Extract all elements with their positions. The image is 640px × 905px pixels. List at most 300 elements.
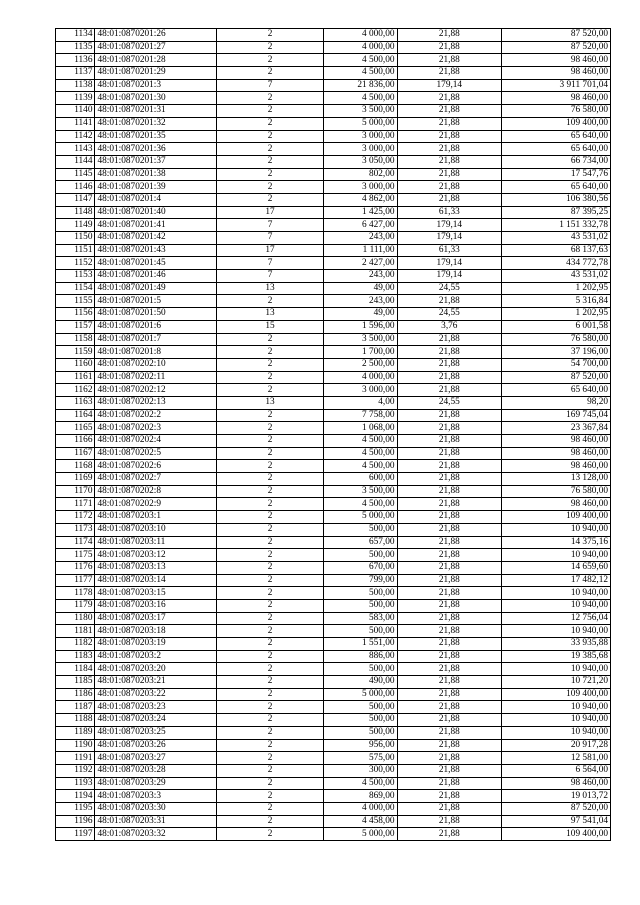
area-cell: 886,00 (323, 650, 397, 663)
rate-cell: 21,88 (397, 117, 502, 130)
category-cell: 2 (217, 435, 324, 448)
amount-cell: 10 940,00 (502, 587, 611, 600)
category-cell: 2 (217, 358, 324, 371)
rate-cell: 21,88 (397, 346, 502, 359)
table-row (56, 244, 611, 257)
rate-cell: 21,88 (397, 371, 502, 384)
amount-cell: 434 772,78 (502, 257, 611, 270)
table-row (56, 460, 611, 473)
cadastral-number-cell: 48:01:0870201:35 (95, 130, 217, 143)
row-number-cell: 1139 (56, 92, 95, 105)
category-cell: 2 (217, 384, 324, 397)
cadastral-number-cell: 48:01:0870202:10 (95, 358, 217, 371)
row-number-cell: 1169 (56, 473, 95, 486)
rate-cell: 21,88 (397, 422, 502, 435)
table-row (56, 333, 611, 346)
category-cell: 2 (217, 574, 324, 587)
row-number-cell: 1170 (56, 485, 95, 498)
category-cell: 2 (217, 485, 324, 498)
area-cell: 1 111,00 (323, 244, 397, 257)
category-cell: 2 (217, 511, 324, 524)
table-row (56, 92, 611, 105)
amount-cell: 65 640,00 (502, 143, 611, 156)
table-row (56, 117, 611, 130)
category-cell: 2 (217, 117, 324, 130)
table-row (56, 29, 611, 42)
table-row (56, 688, 611, 701)
table-row (56, 764, 611, 777)
row-number-cell: 1154 (56, 282, 95, 295)
cadastral-number-cell: 48:01:0870203:23 (95, 701, 217, 714)
cadastral-number-cell: 48:01:0870201:40 (95, 206, 217, 219)
rate-cell: 21,88 (397, 105, 502, 118)
table-row (56, 536, 611, 549)
area-cell: 4 000,00 (323, 41, 397, 54)
area-cell: 500,00 (323, 549, 397, 562)
cadastral-number-cell: 48:01:0870202:12 (95, 384, 217, 397)
area-cell: 243,00 (323, 232, 397, 245)
rate-cell: 21,88 (397, 41, 502, 54)
category-cell: 2 (217, 650, 324, 663)
rate-cell: 21,88 (397, 764, 502, 777)
area-cell: 500,00 (323, 714, 397, 727)
cadastral-number-cell: 48:01:0870203:21 (95, 676, 217, 689)
category-cell: 2 (217, 561, 324, 574)
area-cell: 6 427,00 (323, 219, 397, 232)
amount-cell: 33 935,88 (502, 638, 611, 651)
table-row (56, 790, 611, 803)
cadastral-number-cell: 48:01:0870201:8 (95, 346, 217, 359)
cadastral-number-cell: 48:01:0870202:9 (95, 498, 217, 511)
area-cell: 1 551,00 (323, 638, 397, 651)
area-cell: 583,00 (323, 612, 397, 625)
area-cell: 1 425,00 (323, 206, 397, 219)
amount-cell: 54 700,00 (502, 358, 611, 371)
row-number-cell: 1178 (56, 587, 95, 600)
table-row (56, 41, 611, 54)
cadastral-number-cell: 48:01:0870203:14 (95, 574, 217, 587)
cadastral-number-cell: 48:01:0870203:11 (95, 536, 217, 549)
rate-cell: 21,88 (397, 384, 502, 397)
row-number-cell: 1155 (56, 295, 95, 308)
category-cell: 7 (217, 270, 324, 283)
amount-cell: 109 400,00 (502, 511, 611, 524)
table-row (56, 396, 611, 409)
area-cell: 490,00 (323, 676, 397, 689)
category-cell: 2 (217, 67, 324, 80)
category-cell: 2 (217, 523, 324, 536)
area-cell: 5 000,00 (323, 688, 397, 701)
cadastral-number-cell: 48:01:0870201:32 (95, 117, 217, 130)
category-cell: 2 (217, 714, 324, 727)
rate-cell: 21,88 (397, 447, 502, 460)
cadastral-number-cell: 48:01:0870201:28 (95, 54, 217, 67)
amount-cell: 109 400,00 (502, 828, 611, 841)
row-number-cell: 1141 (56, 117, 95, 130)
amount-cell: 10 940,00 (502, 701, 611, 714)
rate-cell: 21,88 (397, 739, 502, 752)
rate-cell: 21,88 (397, 714, 502, 727)
category-cell: 13 (217, 308, 324, 321)
rate-cell: 21,88 (397, 155, 502, 168)
table-row (56, 714, 611, 727)
table-row (56, 130, 611, 143)
area-cell: 1 596,00 (323, 320, 397, 333)
category-cell: 2 (217, 295, 324, 308)
amount-cell: 87 520,00 (502, 371, 611, 384)
area-cell: 5 000,00 (323, 828, 397, 841)
category-cell: 2 (217, 41, 324, 54)
category-cell: 2 (217, 333, 324, 346)
rate-cell: 21,88 (397, 663, 502, 676)
rate-cell: 21,88 (397, 752, 502, 765)
category-cell: 2 (217, 726, 324, 739)
rate-cell: 21,88 (397, 802, 502, 815)
row-number-cell: 1188 (56, 714, 95, 727)
rate-cell: 21,88 (397, 549, 502, 562)
area-cell: 4 000,00 (323, 371, 397, 384)
table-row (56, 676, 611, 689)
amount-cell: 17 547,76 (502, 168, 611, 181)
area-cell: 49,00 (323, 308, 397, 321)
row-number-cell: 1158 (56, 333, 95, 346)
amount-cell: 10 721,20 (502, 676, 611, 689)
area-cell: 4 500,00 (323, 498, 397, 511)
category-cell: 7 (217, 79, 324, 92)
cadastral-number-cell: 48:01:0870203:1 (95, 511, 217, 524)
cadastral-number-cell: 48:01:0870203:30 (95, 802, 217, 815)
area-cell: 243,00 (323, 270, 397, 283)
category-cell: 2 (217, 625, 324, 638)
area-cell: 5 000,00 (323, 511, 397, 524)
amount-cell: 43 531,02 (502, 270, 611, 283)
rate-cell: 21,88 (397, 358, 502, 371)
category-cell: 2 (217, 447, 324, 460)
cadastral-number-cell: 48:01:0870202:8 (95, 485, 217, 498)
table-row (56, 485, 611, 498)
category-cell: 2 (217, 777, 324, 790)
row-number-cell: 1160 (56, 358, 95, 371)
cadastral-number-cell: 48:01:0870203:24 (95, 714, 217, 727)
row-number-cell: 1150 (56, 232, 95, 245)
area-cell: 4 458,00 (323, 815, 397, 828)
row-number-cell: 1195 (56, 802, 95, 815)
table-row (56, 105, 611, 118)
area-cell: 7 758,00 (323, 409, 397, 422)
rate-cell: 21,88 (397, 130, 502, 143)
table-row (56, 802, 611, 815)
amount-cell: 98 460,00 (502, 54, 611, 67)
amount-cell: 19 385,68 (502, 650, 611, 663)
cadastral-number-cell: 48:01:0870203:32 (95, 828, 217, 841)
table-row (56, 143, 611, 156)
area-cell: 4 862,00 (323, 193, 397, 206)
row-number-cell: 1182 (56, 638, 95, 651)
row-number-cell: 1191 (56, 752, 95, 765)
amount-cell: 10 940,00 (502, 549, 611, 562)
cadastral-number-cell: 48:01:0870203:22 (95, 688, 217, 701)
cadastral-number-cell: 48:01:0870203:27 (95, 752, 217, 765)
amount-cell: 10 940,00 (502, 599, 611, 612)
rate-cell: 21,88 (397, 815, 502, 828)
rate-cell: 21,88 (397, 181, 502, 194)
table-row (56, 308, 611, 321)
row-number-cell: 1164 (56, 409, 95, 422)
rate-cell: 21,88 (397, 435, 502, 448)
row-number-cell: 1162 (56, 384, 95, 397)
row-number-cell: 1185 (56, 676, 95, 689)
row-number-cell: 1138 (56, 79, 95, 92)
row-number-cell: 1142 (56, 130, 95, 143)
data-table (55, 28, 611, 841)
cadastral-number-cell: 48:01:0870201:5 (95, 295, 217, 308)
row-number-cell: 1136 (56, 54, 95, 67)
table-row (56, 612, 611, 625)
amount-cell: 98 460,00 (502, 447, 611, 460)
row-number-cell: 1176 (56, 561, 95, 574)
table-row (56, 54, 611, 67)
cadastral-number-cell: 48:01:0870203:16 (95, 599, 217, 612)
rate-cell: 179,14 (397, 232, 502, 245)
rate-cell: 61,33 (397, 244, 502, 257)
row-number-cell: 1143 (56, 143, 95, 156)
cadastral-number-cell: 48:01:0870201:3 (95, 79, 217, 92)
table-row (56, 270, 611, 283)
category-cell: 2 (217, 663, 324, 676)
amount-cell: 87 520,00 (502, 29, 611, 42)
category-cell: 2 (217, 54, 324, 67)
cadastral-number-cell: 48:01:0870201:4 (95, 193, 217, 206)
amount-cell: 37 196,00 (502, 346, 611, 359)
rate-cell: 24,55 (397, 308, 502, 321)
rate-cell: 21,88 (397, 574, 502, 587)
area-cell: 575,00 (323, 752, 397, 765)
rate-cell: 3,76 (397, 320, 502, 333)
row-number-cell: 1152 (56, 257, 95, 270)
rate-cell: 61,33 (397, 206, 502, 219)
area-cell: 869,00 (323, 790, 397, 803)
row-number-cell: 1173 (56, 523, 95, 536)
row-number-cell: 1156 (56, 308, 95, 321)
category-cell: 2 (217, 29, 324, 42)
amount-cell: 6 001,58 (502, 320, 611, 333)
cadastral-number-cell: 48:01:0870203:20 (95, 663, 217, 676)
area-cell: 300,00 (323, 764, 397, 777)
table-row (56, 358, 611, 371)
rate-cell: 21,88 (397, 473, 502, 486)
cadastral-number-cell: 48:01:0870201:50 (95, 308, 217, 321)
rate-cell: 21,88 (397, 498, 502, 511)
rate-cell: 21,88 (397, 333, 502, 346)
cadastral-number-cell: 48:01:0870201:45 (95, 257, 217, 270)
row-number-cell: 1161 (56, 371, 95, 384)
table-row (56, 650, 611, 663)
rate-cell: 21,88 (397, 92, 502, 105)
table-row (56, 701, 611, 714)
cadastral-number-cell: 48:01:0870201:43 (95, 244, 217, 257)
area-cell: 500,00 (323, 625, 397, 638)
amount-cell: 3 911 701,04 (502, 79, 611, 92)
cadastral-number-cell: 48:01:0870203:12 (95, 549, 217, 562)
table-row (56, 193, 611, 206)
amount-cell: 14 375,16 (502, 536, 611, 549)
row-number-cell: 1183 (56, 650, 95, 663)
cadastral-number-cell: 48:01:0870201:39 (95, 181, 217, 194)
rate-cell: 21,88 (397, 790, 502, 803)
amount-cell: 10 940,00 (502, 726, 611, 739)
amount-cell: 65 640,00 (502, 181, 611, 194)
amount-cell: 87 520,00 (502, 802, 611, 815)
category-cell: 2 (217, 473, 324, 486)
category-cell: 2 (217, 409, 324, 422)
area-cell: 4 500,00 (323, 777, 397, 790)
category-cell: 2 (217, 536, 324, 549)
row-number-cell: 1159 (56, 346, 95, 359)
category-cell: 2 (217, 676, 324, 689)
amount-cell: 76 580,00 (502, 105, 611, 118)
table-row (56, 587, 611, 600)
table-row (56, 473, 611, 486)
row-number-cell: 1197 (56, 828, 95, 841)
category-cell: 2 (217, 701, 324, 714)
rate-cell: 21,88 (397, 29, 502, 42)
row-number-cell: 1145 (56, 168, 95, 181)
rate-cell: 24,55 (397, 282, 502, 295)
rate-cell: 21,88 (397, 143, 502, 156)
row-number-cell: 1175 (56, 549, 95, 562)
amount-cell: 109 400,00 (502, 117, 611, 130)
area-cell: 3 000,00 (323, 143, 397, 156)
area-cell: 2 500,00 (323, 358, 397, 371)
category-cell: 2 (217, 587, 324, 600)
amount-cell: 87 395,25 (502, 206, 611, 219)
area-cell: 1 700,00 (323, 346, 397, 359)
category-cell: 2 (217, 168, 324, 181)
table-row (56, 523, 611, 536)
area-cell: 500,00 (323, 663, 397, 676)
table-row (56, 232, 611, 245)
area-cell: 21 836,00 (323, 79, 397, 92)
area-cell: 3 500,00 (323, 333, 397, 346)
rate-cell: 21,88 (397, 777, 502, 790)
category-cell: 2 (217, 498, 324, 511)
area-cell: 4 000,00 (323, 802, 397, 815)
cadastral-number-cell: 48:01:0870203:31 (95, 815, 217, 828)
amount-cell: 76 580,00 (502, 333, 611, 346)
row-number-cell: 1144 (56, 155, 95, 168)
table-row (56, 498, 611, 511)
area-cell: 49,00 (323, 282, 397, 295)
table-row (56, 181, 611, 194)
amount-cell: 98 460,00 (502, 92, 611, 105)
amount-cell: 98 460,00 (502, 67, 611, 80)
amount-cell: 106 380,56 (502, 193, 611, 206)
cadastral-number-cell: 48:01:0870201:38 (95, 168, 217, 181)
amount-cell: 76 580,00 (502, 485, 611, 498)
table-row (56, 168, 611, 181)
table-row (56, 409, 611, 422)
cadastral-number-cell: 48:01:0870201:6 (95, 320, 217, 333)
cadastral-number-cell: 48:01:0870203:25 (95, 726, 217, 739)
table-row (56, 726, 611, 739)
cadastral-number-cell: 48:01:0870202:11 (95, 371, 217, 384)
row-number-cell: 1151 (56, 244, 95, 257)
amount-cell: 98 460,00 (502, 777, 611, 790)
amount-cell: 10 940,00 (502, 523, 611, 536)
category-cell: 7 (217, 257, 324, 270)
row-number-cell: 1192 (56, 764, 95, 777)
row-number-cell: 1140 (56, 105, 95, 118)
rate-cell: 21,88 (397, 295, 502, 308)
amount-cell: 12 756,04 (502, 612, 611, 625)
cadastral-number-cell: 48:01:0870201:26 (95, 29, 217, 42)
table-row (56, 435, 611, 448)
rate-cell: 179,14 (397, 257, 502, 270)
amount-cell: 98 460,00 (502, 435, 611, 448)
category-cell: 2 (217, 549, 324, 562)
rate-cell: 21,88 (397, 168, 502, 181)
amount-cell: 109 400,00 (502, 688, 611, 701)
category-cell: 2 (217, 346, 324, 359)
category-cell: 2 (217, 371, 324, 384)
rate-cell: 21,88 (397, 638, 502, 651)
cadastral-number-cell: 48:01:0870201:30 (95, 92, 217, 105)
table-row (56, 320, 611, 333)
table-row (56, 67, 611, 80)
cadastral-number-cell: 48:01:0870202:13 (95, 396, 217, 409)
cadastral-number-cell: 48:01:0870201:42 (95, 232, 217, 245)
category-cell: 2 (217, 92, 324, 105)
area-cell: 4 500,00 (323, 67, 397, 80)
area-cell: 5 000,00 (323, 117, 397, 130)
table-row (56, 295, 611, 308)
cadastral-number-cell: 48:01:0870203:2 (95, 650, 217, 663)
area-cell: 802,00 (323, 168, 397, 181)
category-cell: 2 (217, 105, 324, 118)
amount-cell: 43 531,02 (502, 232, 611, 245)
cadastral-number-cell: 48:01:0870202:5 (95, 447, 217, 460)
amount-cell: 87 520,00 (502, 41, 611, 54)
area-cell: 4,00 (323, 396, 397, 409)
row-number-cell: 1194 (56, 790, 95, 803)
row-number-cell: 1174 (56, 536, 95, 549)
rate-cell: 21,88 (397, 726, 502, 739)
table-row (56, 447, 611, 460)
category-cell: 2 (217, 181, 324, 194)
cadastral-number-cell: 48:01:0870203:19 (95, 638, 217, 651)
amount-cell: 23 367,84 (502, 422, 611, 435)
table-row (56, 828, 611, 841)
cadastral-number-cell: 48:01:0870201:36 (95, 143, 217, 156)
amount-cell: 66 734,00 (502, 155, 611, 168)
category-cell: 2 (217, 739, 324, 752)
row-number-cell: 1190 (56, 739, 95, 752)
rate-cell: 24,55 (397, 396, 502, 409)
category-cell: 2 (217, 828, 324, 841)
table-row (56, 422, 611, 435)
rate-cell: 21,88 (397, 688, 502, 701)
table-row (56, 282, 611, 295)
amount-cell: 13 128,00 (502, 473, 611, 486)
cadastral-number-cell: 48:01:0870201:46 (95, 270, 217, 283)
area-cell: 3 500,00 (323, 485, 397, 498)
amount-cell: 68 137,63 (502, 244, 611, 257)
amount-cell: 1 202,95 (502, 308, 611, 321)
area-cell: 956,00 (323, 739, 397, 752)
row-number-cell: 1134 (56, 29, 95, 42)
row-number-cell: 1193 (56, 777, 95, 790)
area-cell: 243,00 (323, 295, 397, 308)
